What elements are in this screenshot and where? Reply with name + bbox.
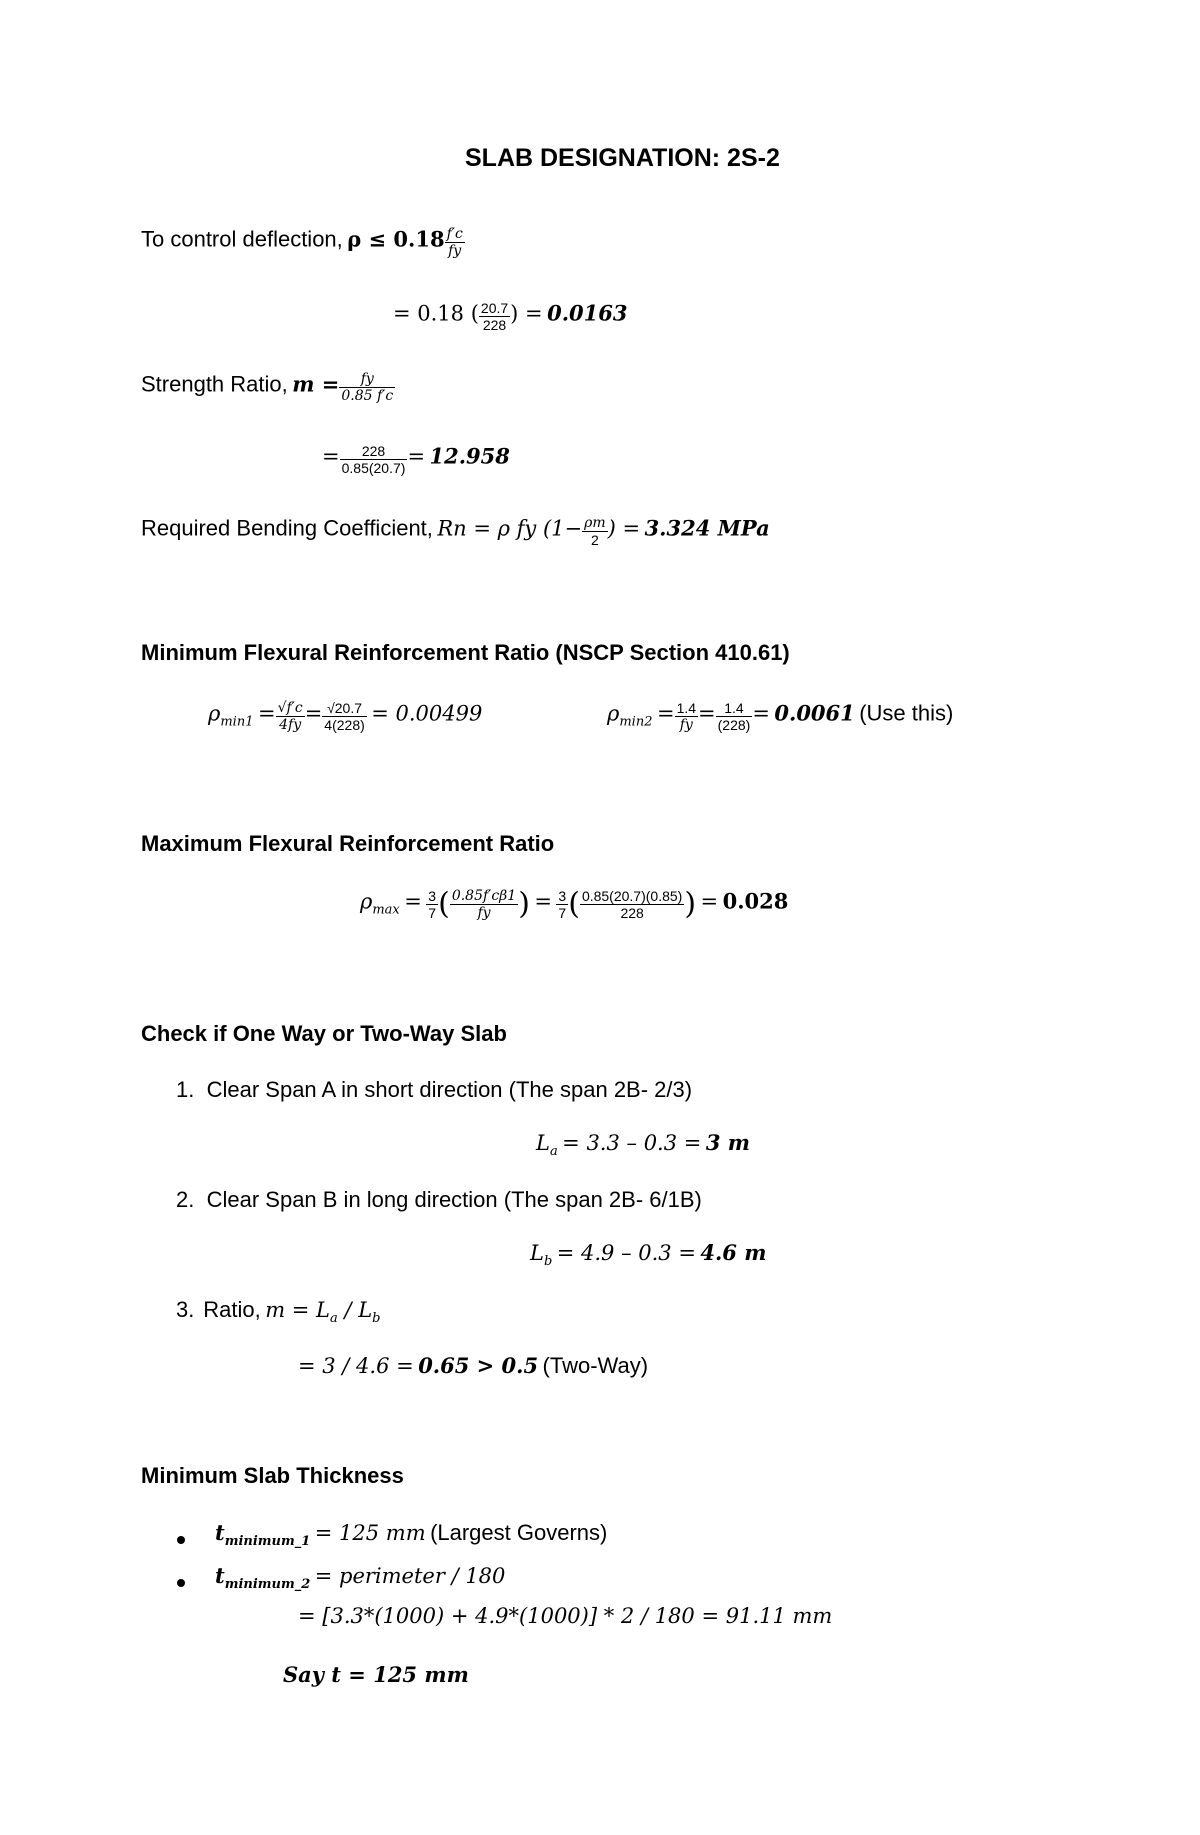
rho-min2: $\rho_{min2}$ = $\frac{1.4}{fy}$ = $\frac{1.4}{(228)}$ = 0.0061 (Use this): [607, 700, 954, 733]
deflection-label: To control deflection,: [141, 226, 343, 252]
rho-min2-note: (Use this): [859, 700, 954, 726]
lb-result: 4.6 m: [700, 1240, 767, 1265]
deflection-line: [141, 226, 465, 259]
deflection-calc: = 0.18 ( $\frac{20.7}{228}$ ) = 0.0163: [393, 300, 628, 333]
rho-min1: $\rho_{min1}$ = $\frac{√f'c}{4fy}$ = $\frac{√20.7}{4(228)}$ = 0.00499: [208, 700, 483, 733]
min-ratio-heading: Minimum Flexural Reinforcement Ratio (NSCP Section 410.61): [141, 640, 790, 665]
strength-ratio-calc: = $\frac{228}{0.85(20.7)}$ = 12.958: [322, 443, 510, 476]
ratio-result: 0.65 > 0.5: [418, 1353, 539, 1378]
bending-label: Required Bending Coefficient,: [141, 515, 433, 541]
strength-ratio-line: Strength Ratio, m = $\frac{fy}{0.85 f'c}$: [141, 371, 394, 404]
page-title: SLAB DESIGNATION: 2S-2: [465, 144, 780, 172]
strength-ratio-result: 12.958: [429, 443, 510, 469]
bending-result: 3.324 MPa: [644, 515, 770, 541]
list-item: 1. Clear Span A in short direction (The span 2B- 2/3): [176, 1077, 693, 1102]
ratio-note: (Two-Way): [542, 1353, 649, 1378]
strength-ratio-label: Strength Ratio,: [141, 371, 288, 397]
bullet-icon: [177, 1579, 185, 1587]
bullet-icon: [177, 1536, 185, 1544]
strength-ratio-fraction: $\frac{fy}{0.85 f'c}$: [341, 371, 394, 404]
rho-max-result: 0.028: [722, 888, 789, 914]
t-min1-note: (Largest Governs): [430, 1520, 608, 1545]
la-formula: $L_a = 3.3 - 0.3 = 3$ m: [536, 1130, 750, 1159]
t-min1: $t_{minimum\_1} = 125$ mm (Largest Governs): [215, 1520, 608, 1549]
final-thickness: Say t = 125 mm: [283, 1662, 469, 1687]
rho-max: $\rho_{max}$ = $\frac{3}{7}$ ( $\frac{0.85f'c\beta 1}{fy}$ ) = $\frac{3}{7}$ ( $\frac{0.85(20.7)(0.85)}{228}$ ) = 0.028: [360, 886, 789, 922]
deflection-formula: ρ ≤ 0.18: [347, 226, 445, 252]
ratio-calc: = 3 / 4.6 = 0.65 > 0.5 (Two-Way): [298, 1353, 649, 1378]
t-min2: $t_{minimum\_2}$ = perimeter / 180: [215, 1563, 506, 1592]
list-item: 3. Ratio, $m = L_a / L_b$: [176, 1297, 381, 1326]
list-item: 2. Clear Span B in long direction (The span 2B- 6/1B): [176, 1187, 702, 1212]
rho-min1-result: = 0.00499: [371, 701, 483, 726]
bending-line: Required Bending Coefficient, Rn = ρ fy (1− $\frac{\rho m}{2}$ ) = 3.324 MPa: [141, 515, 770, 548]
t-min2-calc: = [3.3*(1000) + 4.9*(1000)] * 2 / 180 = 91.11 mm: [298, 1604, 833, 1628]
deflection-result: 0.0163: [547, 300, 628, 326]
max-ratio-heading: Maximum Flexural Reinforcement Ratio: [141, 831, 555, 856]
check-heading: Check if One Way or Two-Way Slab: [141, 1021, 507, 1046]
la-result: 3 m: [705, 1130, 750, 1155]
lb-formula: $L_b = 4.9 - 0.3 = 4.6$ m: [530, 1240, 767, 1269]
rho-min2-result: 0.0061: [774, 700, 855, 726]
thickness-heading: Minimum Slab Thickness: [141, 1463, 404, 1488]
deflection-fraction: $\frac{f'c}{fy}$: [446, 226, 463, 259]
